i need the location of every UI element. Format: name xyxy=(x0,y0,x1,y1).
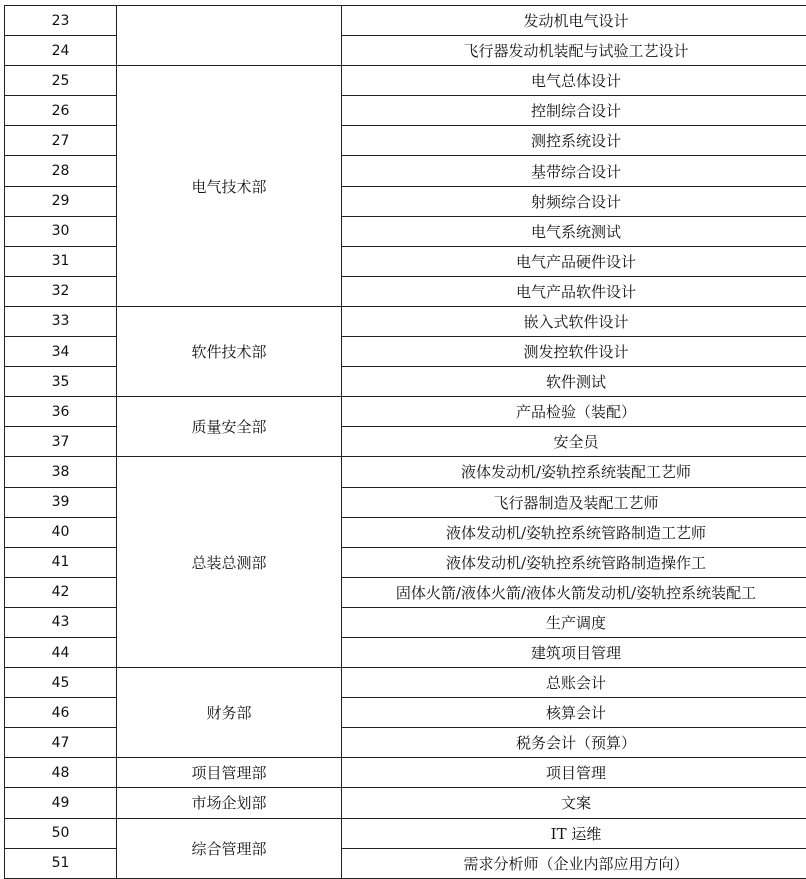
table-row xyxy=(5,66,806,96)
row-number: 35 xyxy=(5,367,117,397)
position-cell: 安全员 xyxy=(342,427,806,457)
position-cell: 液体发动机/姿轨控系统管路制造工艺师 xyxy=(342,517,806,547)
row-number: 32 xyxy=(5,276,117,306)
department-cell: 项目管理部 xyxy=(117,758,342,788)
department-cell: 财务部 xyxy=(117,668,342,758)
position-cell: 生产调度 xyxy=(342,607,806,637)
row-number: 23 xyxy=(5,6,117,36)
table-row xyxy=(5,788,806,818)
table-row xyxy=(5,457,806,487)
row-number: 26 xyxy=(5,96,117,126)
position-cell: 发动机电气设计 xyxy=(342,6,806,36)
row-number: 48 xyxy=(5,758,117,788)
department-cell xyxy=(117,6,342,66)
position-cell: 电气总体设计 xyxy=(342,66,806,96)
position-cell: 嵌入式软件设计 xyxy=(342,306,806,336)
row-number: 42 xyxy=(5,577,117,607)
table-row xyxy=(5,397,806,427)
position-cell: 总账会计 xyxy=(342,668,806,698)
position-cell: 控制综合设计 xyxy=(342,96,806,126)
department-cell: 质量安全部 xyxy=(117,397,342,457)
row-number: 37 xyxy=(5,427,117,457)
position-cell: 液体发动机/姿轨控系统装配工艺师 xyxy=(342,457,806,487)
position-cell: 测控系统设计 xyxy=(342,126,806,156)
position-cell: 税务会计（预算） xyxy=(342,728,806,758)
department-cell: 软件技术部 xyxy=(117,306,342,396)
position-cell: 产品检验（装配） xyxy=(342,397,806,427)
row-number: 34 xyxy=(5,337,117,367)
position-cell: 项目管理 xyxy=(342,758,806,788)
row-number: 38 xyxy=(5,457,117,487)
row-number: 39 xyxy=(5,487,117,517)
positions-table xyxy=(4,5,806,879)
position-cell: 飞行器制造及装配工艺师 xyxy=(342,487,806,517)
row-number: 30 xyxy=(5,216,117,246)
position-cell: 电气系统测试 xyxy=(342,216,806,246)
row-number: 25 xyxy=(5,66,117,96)
table-row xyxy=(5,306,806,336)
position-cell: 基带综合设计 xyxy=(342,156,806,186)
position-cell: 建筑项目管理 xyxy=(342,637,806,667)
row-number: 33 xyxy=(5,306,117,336)
row-number: 50 xyxy=(5,818,117,848)
department-cell: 综合管理部 xyxy=(117,818,342,878)
position-cell: 需求分析师（企业内部应用方向） xyxy=(342,848,806,878)
department-cell: 电气技术部 xyxy=(117,66,342,307)
row-number: 36 xyxy=(5,397,117,427)
row-number: 31 xyxy=(5,246,117,276)
row-number: 40 xyxy=(5,517,117,547)
position-cell: 液体发动机/姿轨控系统管路制造操作工 xyxy=(342,547,806,577)
position-cell: 测发控软件设计 xyxy=(342,337,806,367)
row-number: 28 xyxy=(5,156,117,186)
row-number: 27 xyxy=(5,126,117,156)
position-cell: 飞行器发动机装配与试验工艺设计 xyxy=(342,36,806,66)
row-number: 44 xyxy=(5,637,117,667)
row-number: 24 xyxy=(5,36,117,66)
position-cell: 射频综合设计 xyxy=(342,186,806,216)
table-row xyxy=(5,758,806,788)
row-number: 43 xyxy=(5,607,117,637)
row-number: 51 xyxy=(5,848,117,878)
department-cell: 总装总测部 xyxy=(117,457,342,668)
position-cell: 电气产品硬件设计 xyxy=(342,246,806,276)
table-row xyxy=(5,668,806,698)
department-cell: 市场企划部 xyxy=(117,788,342,818)
row-number: 45 xyxy=(5,668,117,698)
row-number: 47 xyxy=(5,728,117,758)
table-row xyxy=(5,6,806,36)
row-number: 41 xyxy=(5,547,117,577)
position-cell: IT 运维 xyxy=(342,818,806,848)
table-row xyxy=(5,818,806,848)
row-number: 49 xyxy=(5,788,117,818)
row-number: 29 xyxy=(5,186,117,216)
position-cell: 电气产品软件设计 xyxy=(342,276,806,306)
position-cell: 核算会计 xyxy=(342,698,806,728)
positions-table-body xyxy=(5,6,806,879)
row-number: 46 xyxy=(5,698,117,728)
position-cell: 文案 xyxy=(342,788,806,818)
position-cell: 固体火箭/液体火箭/液体火箭发动机/姿轨控系统装配工 xyxy=(342,577,806,607)
position-cell: 软件测试 xyxy=(342,367,806,397)
